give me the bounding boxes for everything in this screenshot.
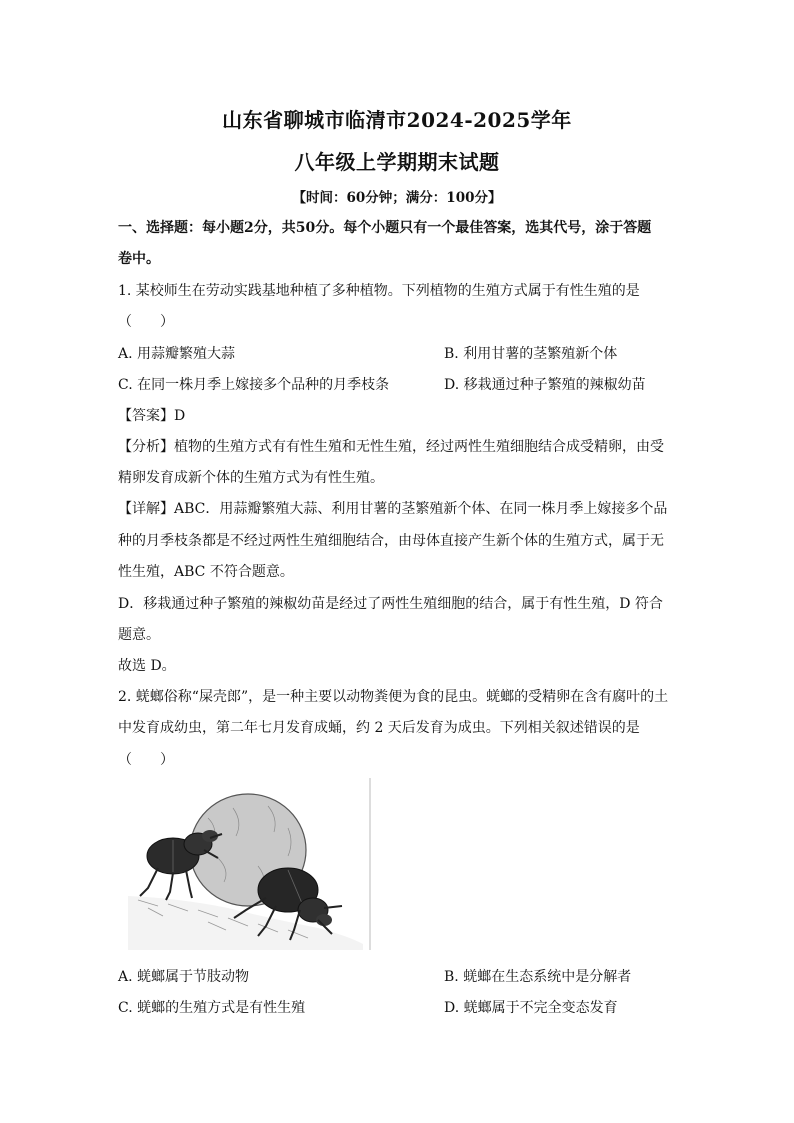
question1-analysis-line2: 精卵发育成新个体的生殖方式为有性生殖。 [118,470,384,486]
section-heading-line2: 卷中。 [118,251,160,267]
question1-analysis-line1: 【分析】植物的生殖方式有有性生殖和无性生殖，经过两性生殖细胞结合成受精卵，由受 [118,439,664,455]
question2-stem-line1: 2. 蜣螂俗称“屎壳郎”，是一种主要以动物粪便为食的昆虫。蜣螂的受精卵在含有腐叶的土 [118,689,669,705]
exam-time-score-info: 【时间：60分钟；满分：100分】 [292,190,502,206]
question2-option-b: B. 蜣螂在生态系统中是分解者 [444,969,632,985]
question1-option-d: D. 移栽通过种子繁殖的辣椒幼苗 [444,377,646,393]
question2-option-a: A. 蜣螂属于节肢动物 [118,969,250,985]
question2-option-c: C. 蜣螂的生殖方式是有性生殖 [118,1000,306,1016]
question1-answer: 【答案】D [118,408,186,424]
question1-option-c: C. 在同一株月季上嫁接多个品种的月季枝条 [118,377,390,393]
question2-option-d: D. 蜣螂属于不完全变态发育 [444,1000,618,1016]
dung-beetle-illustration [118,778,372,950]
question1-detail-line3: 性生殖，ABC 不符合题意。 [118,564,294,580]
question1-detail-line5: 题意。 [118,627,160,643]
question2-stem-line3: （ ） [118,752,174,768]
exam-title-line2: 八年级上学期期末试题 [294,150,500,174]
question1-detail-line2: 种的月季枝条都是不经过两性生殖细胞结合，由母体直接产生新个体的生殖方式，属于无 [118,533,664,549]
question1-option-b: B. 利用甘薯的茎繁殖新个体 [444,346,618,362]
question1-stem-line1: 1. 某校师生在劳动实践基地种植了多种植物。下列植物的生殖方式属于有性生殖的是 [118,283,640,299]
question1-detail-line4: D．移栽通过种子繁殖的辣椒幼苗是经过了两性生殖细胞的结合，属于有性生殖，D 符合 [118,596,663,612]
question1-option-a: A. 用蒜瓣繁殖大蒜 [118,346,236,362]
question1-conclusion: 故选 D。 [118,658,176,674]
question1-stem-line2: （ ） [118,314,174,330]
question1-detail-line1: 【详解】ABC．用蒜瓣繁殖大蒜、利用甘薯的茎繁殖新个体、在同一株月季上嫁接多个品 [118,501,668,517]
section-heading-line1: 一、选择题：每小题2分，共50分。每个小题只有一个最佳答案，选其代号，涂于答题 [118,220,652,236]
exam-title-line1: 山东省聊城市临清市2024-2025学年 [222,108,572,132]
question2-stem-line2: 中发育成幼虫，第二年七月发育成蛹，约 2 天后发育为成虫。下列相关叙述错误的是 [118,720,640,736]
